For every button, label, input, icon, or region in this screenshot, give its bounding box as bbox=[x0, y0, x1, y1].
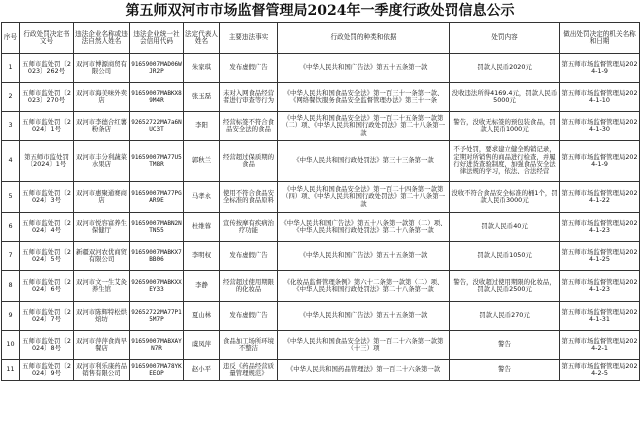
cell-doc: 第五师市监处罚〔2024〕1号 bbox=[20, 141, 74, 182]
cell-doc: 五师市监处罚〔2024〕7号 bbox=[20, 302, 74, 331]
cell-doc: 五师市监处罚〔2024〕3号 bbox=[20, 182, 74, 213]
col-header: 序号 bbox=[2, 23, 20, 54]
cell-code: 92652722MA7a6NUC3T bbox=[130, 112, 184, 141]
cell-name: 双河市文一生艾灸养生馆 bbox=[74, 271, 130, 302]
table-row bbox=[2, 331, 640, 360]
table-row bbox=[2, 182, 640, 213]
cell-rep: 郭秋兰 bbox=[184, 141, 220, 182]
cell-name: 双河市陈辉特松烘焙坊 bbox=[74, 302, 130, 331]
col-header: 法定代表人姓名 bbox=[184, 23, 220, 54]
cell-code: 91659007MA78YKEEOP bbox=[130, 360, 184, 381]
table-row bbox=[2, 213, 640, 242]
cell-fact: 未对入网食品经营者进行审查等行为 bbox=[220, 83, 278, 112]
cell-org: 第五师市场监督管理局2024-1-9 bbox=[560, 141, 640, 182]
cell-no: 9 bbox=[2, 302, 20, 331]
cell-fact: 发布虚假广告 bbox=[220, 242, 278, 271]
table-row bbox=[2, 83, 640, 112]
cell-penalty: 罚款人民币1050元 bbox=[450, 242, 560, 271]
cell-rep: 夏山林 bbox=[184, 302, 220, 331]
cell-code: 91659007MAD06WJR2P bbox=[130, 54, 184, 83]
cell-fact: 经营超过使用期限的化妆品 bbox=[220, 271, 278, 302]
cell-fact: 使用不符合食品安全标准的食品原料 bbox=[220, 182, 278, 213]
cell-fact: 发布虚假广告 bbox=[220, 302, 278, 331]
cell-doc: 五师市监处罚〔2024〕6号 bbox=[20, 271, 74, 302]
cell-penalty: 警告 bbox=[450, 360, 560, 381]
cell-penalty: 不予处罚，要求建立健全购销记录，定期对所销售的商品进行检查，并履行好进货查验制度，加强食品安全法律法规的学习，依法、合法经营 bbox=[450, 141, 560, 182]
cell-penalty: 警告，没收超过使用期限的化妆品，罚款人民币2500元 bbox=[450, 271, 560, 302]
cell-code: 91659007MA77U5TM8R bbox=[130, 141, 184, 182]
cell-org: 第五师市场监督管理局2024-1-23 bbox=[560, 213, 640, 242]
page-title: 第五师双河市市场监督管理局2024年一季度行政处罚信息公示 bbox=[125, 3, 515, 19]
col-header: 行政处罚决定书文号 bbox=[20, 23, 74, 54]
table-row bbox=[2, 141, 640, 182]
cell-org: 第五师市场监督管理局2024-1-22 bbox=[560, 182, 640, 213]
cell-fact: 食品加工场所环境不整洁 bbox=[220, 331, 278, 360]
cell-name: 双河市李德合红薯粉条店 bbox=[74, 112, 130, 141]
cell-basis: 《中华人民共和国广告法》第五十五条第一款 bbox=[278, 242, 450, 271]
cell-org: 第五师市场监督管理局2024-1-30 bbox=[560, 112, 640, 141]
cell-code: 92652722MA77P15M7P bbox=[130, 302, 184, 331]
cell-penalty: 罚款人民币270元 bbox=[450, 302, 560, 331]
cell-basis: 《中华人民共和国广告法》第五十五条第一款 bbox=[278, 302, 450, 331]
cell-code: 91659007MABKX7BB06 bbox=[130, 242, 184, 271]
cell-basis: 《中华人民共和国广告法》第五十八条第一款第（二）项、《中华人民共和国行政处罚法》第二十八条第一款 bbox=[278, 213, 450, 242]
cell-basis: 《中华人民共和国广告法》第五十五条第一款 bbox=[278, 54, 450, 83]
cell-no: 5 bbox=[2, 182, 20, 213]
cell-fact: 违反《药品经营质量管理规范》 bbox=[220, 360, 278, 381]
cell-rep: 马孝永 bbox=[184, 182, 220, 213]
cell-name: 双河市悦容富养生保健厅 bbox=[74, 213, 130, 242]
col-header: 处罚内容 bbox=[450, 23, 560, 54]
cell-penalty: 没收不符合食品安全标准的桶1个，罚款人民币3000元 bbox=[450, 182, 560, 213]
cell-rep: 张玉磊 bbox=[184, 83, 220, 112]
cell-name: 双河市萍萍食尚早餐店 bbox=[74, 331, 130, 360]
col-header: 行政处罚的种类和依据 bbox=[278, 23, 450, 54]
cell-rep: 朱家琪 bbox=[184, 54, 220, 83]
cell-rep: 李静 bbox=[184, 271, 220, 302]
cell-basis: 《中华人民共和国食品安全法》第一百二十六条第一款第（十三）项 bbox=[278, 331, 450, 360]
cell-no: 4 bbox=[2, 141, 20, 182]
cell-rep: 虞凤萍 bbox=[184, 331, 220, 360]
cell-name: 双河市海美味外卖店 bbox=[74, 83, 130, 112]
cell-doc: 五师市监处罚〔2023〕262号 bbox=[20, 54, 74, 83]
cell-no: 11 bbox=[2, 360, 20, 381]
cell-fact: 宣传按摩有疾病治疗功能 bbox=[220, 213, 278, 242]
penalty-table bbox=[1, 22, 640, 381]
cell-org: 第五师市场监督管理局2024-2-5 bbox=[560, 360, 640, 381]
col-header: 违法企业统一社会信用代码 bbox=[130, 23, 184, 54]
cell-no: 6 bbox=[2, 213, 20, 242]
table-row bbox=[2, 242, 640, 271]
cell-no: 10 bbox=[2, 331, 20, 360]
cell-doc: 五师市监处罚〔2024〕8号 bbox=[20, 331, 74, 360]
cell-fact: 发布虚假广告 bbox=[220, 54, 278, 83]
cell-doc: 五师市监处罚〔2024〕4号 bbox=[20, 213, 74, 242]
cell-org: 第五师市场监督管理局2024-1-25 bbox=[560, 242, 640, 271]
cell-doc: 五师市监处罚〔2024〕5号 bbox=[20, 242, 74, 271]
cell-name: 双河市利乐康药品销售有限公司 bbox=[74, 360, 130, 381]
cell-doc: 五师市监处罚〔2024〕1号 bbox=[20, 112, 74, 141]
cell-rep: 赵小平 bbox=[184, 360, 220, 381]
cell-org: 第五师市场监督管理局2024-1-9 bbox=[560, 54, 640, 83]
cell-rep: 李阳 bbox=[184, 112, 220, 141]
cell-no: 2 bbox=[2, 83, 20, 112]
table-row bbox=[2, 302, 640, 331]
col-header: 违法企业名称或违法自然人姓名 bbox=[74, 23, 130, 54]
table-row bbox=[2, 271, 640, 302]
cell-no: 7 bbox=[2, 242, 20, 271]
cell-org: 第五师市场监督管理局2024-2-1 bbox=[560, 331, 640, 360]
cell-name: 双河市丰分利蔬菜水果店 bbox=[74, 141, 130, 182]
cell-code: 91659007MA77PGAR9E bbox=[130, 182, 184, 213]
cell-fact: 经营超过保质期的食品 bbox=[220, 141, 278, 182]
cell-no: 8 bbox=[2, 271, 20, 302]
cell-code: 92659007MABKXXEY33 bbox=[130, 271, 184, 302]
col-header: 做出处罚决定的机关名称和日期 bbox=[560, 23, 640, 54]
table-header-row bbox=[2, 23, 640, 54]
cell-fact: 经营标签不符合食品安全法的食品 bbox=[220, 112, 278, 141]
table-row bbox=[2, 54, 640, 83]
cell-org: 第五师市场监督管理局2024-1-31 bbox=[560, 302, 640, 331]
cell-name: 新疆双河农优商贸有限公司 bbox=[74, 242, 130, 271]
cell-basis: 《中华人民共和国药品管理法》第一百二十六条第一款 bbox=[278, 360, 450, 381]
cell-code: 91659007MABKX89M4R bbox=[130, 83, 184, 112]
cell-code: 91659007MABXAYN7R bbox=[130, 331, 184, 360]
table-row bbox=[2, 112, 640, 141]
cell-penalty: 警告 bbox=[450, 331, 560, 360]
cell-penalty: 罚款人民币40元 bbox=[450, 213, 560, 242]
col-header: 主要违法事实 bbox=[220, 23, 278, 54]
cell-basis: 《中华人民共和国食品安全法》第一百二十四条第一款第（四）项、《中华人民共和国行政处罚法》第二十八条第一款 bbox=[278, 182, 450, 213]
cell-penalty: 警告，没收无标签的预包装食品，罚款人民币1000元 bbox=[450, 112, 560, 141]
cell-no: 1 bbox=[2, 54, 20, 83]
cell-basis: 《化妆品监督管理条例》第六十二条第一款第（二）项、《中华人民共和国行政处罚法》第二十八条第一款 bbox=[278, 271, 450, 302]
cell-org: 第五师市场监督管理局2024-1-10 bbox=[560, 83, 640, 112]
cell-basis: 《中华人民共和国食品安全法》第一百二十五条第一款第（二）项、《中华人民共和国行政处罚法》第二十八条第一款 bbox=[278, 112, 450, 141]
cell-rep: 李明权 bbox=[184, 242, 220, 271]
cell-doc: 五师市监处罚〔2023〕270号 bbox=[20, 83, 74, 112]
cell-doc: 五师市监处罚〔2024〕9号 bbox=[20, 360, 74, 381]
cell-name: 双河市惠聚通赛商店 bbox=[74, 182, 130, 213]
table-row bbox=[2, 360, 640, 381]
cell-rep: 杜维蓉 bbox=[184, 213, 220, 242]
cell-basis: 《中华人民共和国行政处罚法》第三十三条第一款 bbox=[278, 141, 450, 182]
cell-penalty: 罚款人民币2020元 bbox=[450, 54, 560, 83]
cell-name: 双河市博源商贸有限公司 bbox=[74, 54, 130, 83]
cell-basis: 《中华人民共和国食品安全法》第一百三十一条第一款、《网络餐饮服务食品安全监督管理办法》第三十一条 bbox=[278, 83, 450, 112]
cell-penalty: 没收违法所得4169.4元，罚款人民币5000元 bbox=[450, 83, 560, 112]
cell-code: 91659007MABN2NTN55 bbox=[130, 213, 184, 242]
cell-no: 3 bbox=[2, 112, 20, 141]
cell-org: 第五师市场监督管理局2024-1-23 bbox=[560, 271, 640, 302]
